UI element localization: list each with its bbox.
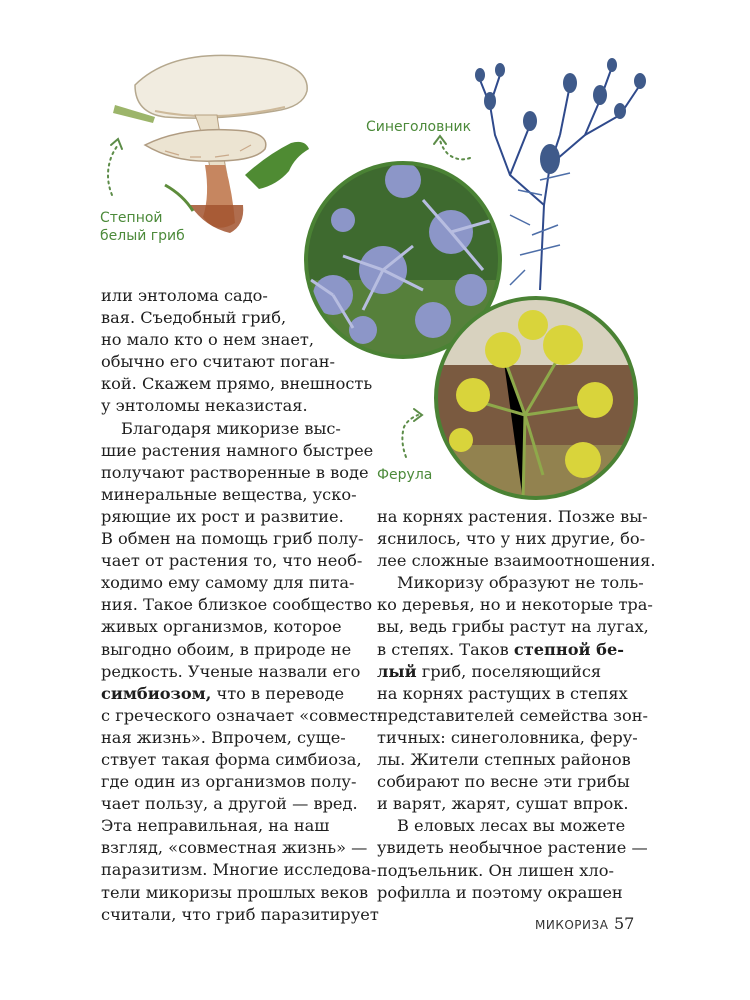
text-line: кой. Скажем прямо, внешность (101, 374, 373, 394)
text-line: взгляд, «совместная жизнь» — (101, 838, 368, 858)
text-line: редкость. Ученые назвали его (101, 661, 361, 681)
term-symbiosis: симбиозом, (101, 683, 212, 703)
running-footer-section: МИКОРИЗА (535, 918, 609, 932)
text-line: чает пользу, а другой — вред. (101, 794, 358, 814)
text-line: вы, ведь грибы растут на лугах, (377, 617, 649, 637)
text-line: у энтоломы неказистая. (101, 396, 308, 416)
term-steppe-white: степной бе- (513, 639, 624, 659)
text-line: лее сложные взаимоотношения. (377, 551, 656, 571)
text-line: подъельник. Он лишен хло- (377, 860, 614, 880)
text-line: тичных: синеголовника, феру- (377, 727, 638, 747)
text-line: где один из организмов полу- (101, 772, 357, 792)
text-line: ко деревья, но и некоторые тра- (377, 595, 653, 615)
right-text-column (377, 506, 656, 904)
left-text-column (101, 285, 383, 926)
text-line: Благодаря микоризе выс- (121, 418, 341, 438)
text-line: минеральные вещества, уско- (101, 484, 357, 504)
text-line: лы. Жители степных районов (377, 750, 631, 770)
text-line: или энтолома садо- (101, 286, 268, 305)
page-number: 57 (614, 914, 635, 933)
text-line: лый гриб, поселяющийся (377, 661, 602, 681)
text-line: В еловых лесах вы можете (397, 816, 626, 836)
term-steppe-white-cont: лый (377, 661, 417, 681)
text-line: получают растворенные в воде (101, 462, 369, 482)
ferula-caption-arrow (392, 405, 427, 460)
text-line: яснилось, что у них другие, бо- (377, 529, 646, 549)
caption-ferula: Ферула (377, 467, 433, 483)
text-line: ная жизнь». Впрочем, суще- (101, 727, 346, 747)
text-line: увидеть необычное растение — (377, 838, 648, 858)
text-line: В обмен на помощь гриб полу- (101, 529, 364, 549)
text-line: ния. Такое близкое сообщество (101, 595, 373, 615)
text-line: на корнях растения. Позже вы- (377, 507, 648, 526)
text-line: но мало кто о нем знает, (101, 330, 315, 350)
text-line: паразитизм. Многие исследова- (101, 860, 377, 880)
text-line: шие растения намного быстрее (101, 440, 374, 460)
text-line: чает от растения то, что необ- (101, 551, 363, 571)
text-line: тели микоризы прошлых веков (101, 882, 369, 902)
text-line: вая. Съедобный гриб, (101, 308, 287, 328)
caption-eryngium: Синеголовник (366, 119, 472, 135)
text-line: собирают по весне эти грибы (377, 772, 630, 792)
text-line: ряющие их рост и развитие. (101, 506, 344, 526)
text-line: в степях. Таков степной бе- (377, 639, 624, 659)
text-line: на корнях растущих в степях (377, 683, 628, 703)
text-line: Эта неправильная, на наш (101, 816, 330, 836)
caption-steppe-mushroom: Степной белый гриб (100, 210, 185, 244)
text-line: ходимо ему самому для пита- (101, 573, 355, 593)
text-line: ствует такая форма симбиоза, (101, 749, 362, 769)
text-line: живых организмов, которое (101, 617, 342, 637)
text-line: рофилла и поэтому окрашен (377, 882, 623, 902)
text-line: представителей семейства зон- (377, 705, 648, 725)
ferula-photo (433, 295, 639, 501)
text-line: Микоризу образуют не толь- (397, 573, 644, 593)
text-line: и варят, жарят, сушат впрок. (377, 794, 629, 814)
text-line: с греческого означает «совмест- (101, 705, 383, 725)
text-line: выгодно обоим, в природе не (101, 639, 352, 659)
mushroom-caption-arrow (100, 135, 130, 200)
text-line: симбиозом, что в переводе (101, 683, 345, 703)
text-line: считали, что гриб паразитирует (101, 904, 379, 924)
text-line: обычно его считают поган- (101, 352, 335, 372)
